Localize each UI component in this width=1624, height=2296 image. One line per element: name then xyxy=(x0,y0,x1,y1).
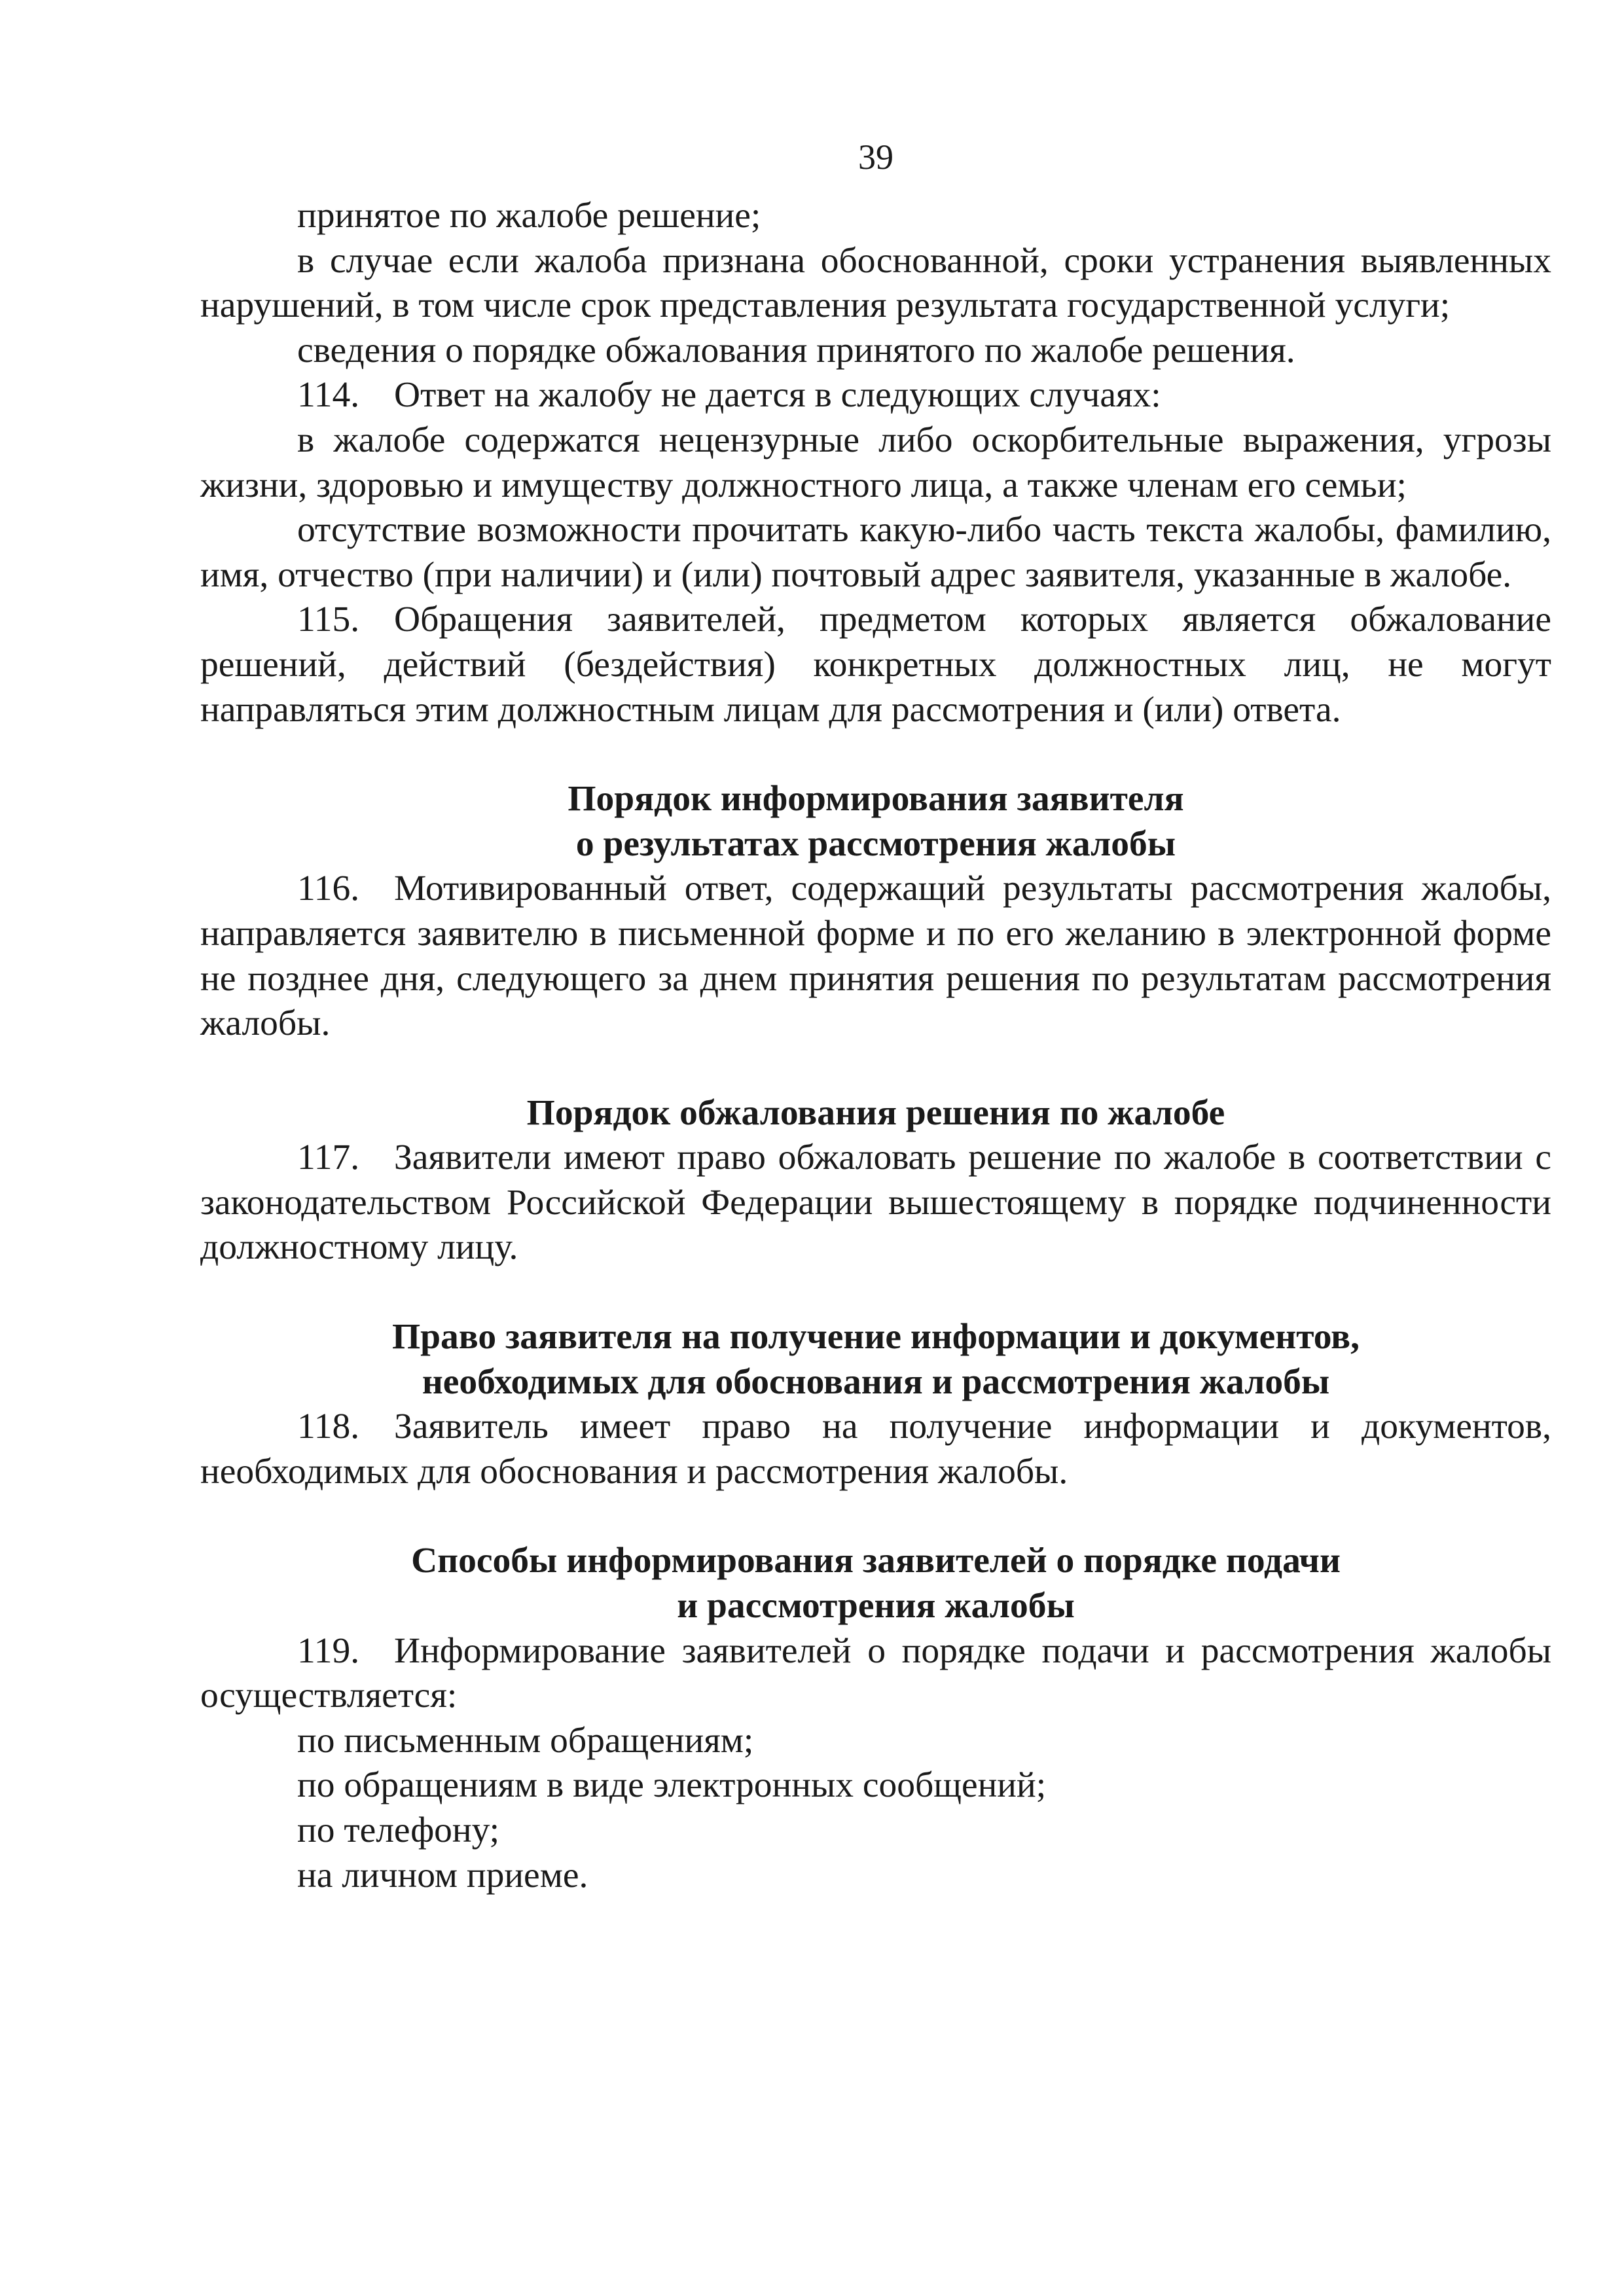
document-body xyxy=(200,194,1551,1898)
paragraph xyxy=(200,418,1551,508)
paragraph xyxy=(200,1719,1551,1764)
section-heading xyxy=(200,1315,1551,1405)
numbered-paragraph xyxy=(200,373,1551,418)
paragraph-number: 118. xyxy=(297,1407,360,1447)
heading-line: и рассмотрения жалобы xyxy=(677,1586,1075,1626)
paragraph-text: в случае если жалоба признана обоснованной, сроки устранения выявленных нарушений, в том числе срок представления результата государственной услуги; xyxy=(200,240,1551,326)
paragraph-text: по письменным обращениям; xyxy=(297,1720,754,1761)
numbered-paragraph xyxy=(200,1136,1551,1270)
paragraph-number: 119. xyxy=(297,1630,360,1671)
paragraph xyxy=(200,508,1551,598)
paragraph xyxy=(200,329,1551,374)
numbered-paragraph xyxy=(200,1629,1551,1719)
paragraph-text: Ответ на жалобу не дается в следующих случаях: xyxy=(394,375,1161,416)
numbered-paragraph xyxy=(200,598,1551,732)
paragraph xyxy=(200,1808,1551,1854)
paragraph-number: 117. xyxy=(297,1138,360,1178)
page-number: 39 xyxy=(858,137,893,177)
paragraph-text: по обращениям в виде электронных сообщений; xyxy=(297,1765,1047,1806)
heading-line: необходимых для обоснования и рассмотрения жалобы xyxy=(422,1361,1330,1402)
paragraph-text: на личном приеме. xyxy=(297,1855,588,1895)
paragraph-text: Заявитель имеет право на получение информации и документов, необходимых для обоснования и рассмотрения жалобы. xyxy=(200,1407,1551,1492)
paragraph-text: Мотивированный ответ, содержащий результаты рассмотрения жалобы, направляется заявителю в письменной форме и по его желанию в электронной форме не позднее дня, следующего за днем принятия решения по результатам рассмотрения жалобы. xyxy=(200,869,1551,1044)
paragraph-number: 116. xyxy=(297,869,360,909)
paragraph-text: сведения о порядке обжалования принятого по жалобе решения. xyxy=(297,330,1295,370)
paragraph xyxy=(200,239,1551,329)
paragraph xyxy=(200,194,1551,239)
section-heading xyxy=(200,1091,1551,1136)
section-heading xyxy=(200,1539,1551,1628)
paragraph-text: отсутствие возможности прочитать какую-либо часть текста жалобы, фамилию, имя, отчество (при наличии) и (или) почтовый адрес заявителя, указанные в жалобе. xyxy=(200,510,1551,595)
paragraph-number: 114. xyxy=(297,375,360,416)
document-page xyxy=(200,0,1551,2296)
heading-line: Способы информирования заявителей о порядке подачи xyxy=(411,1541,1341,1581)
numbered-paragraph xyxy=(200,867,1551,1046)
heading-line: Право заявителя на получение информации и документов, xyxy=(391,1317,1360,1357)
paragraph-text: Информирование заявителей о порядке подачи и рассмотрения жалобы осуществляется: xyxy=(200,1630,1551,1716)
heading-line: о результатах рассмотрения жалобы xyxy=(575,823,1176,864)
heading-line: Порядок информирования заявителя xyxy=(568,779,1184,819)
paragraph-text: Заявители имеют право обжаловать решение по жалобе в соответствии с законодательством Российской Федерации вышестоящему в порядке подчиненности должностному лицу. xyxy=(200,1138,1551,1268)
paragraph-text: по телефону; xyxy=(297,1810,500,1850)
paragraph-text: принятое по жалобе решение; xyxy=(297,196,761,236)
heading-line: Порядок обжалования решения по жалобе xyxy=(526,1092,1225,1133)
paragraph-number: 115. xyxy=(297,600,360,640)
paragraph xyxy=(200,1763,1551,1808)
paragraph xyxy=(200,1854,1551,1899)
section-heading xyxy=(200,777,1551,867)
paragraph-text: Обращения заявителей, предметом которых является обжалование решений, действий (бездействия) конкретных должностных лиц, не могут направляться этим должностным лицам для рассмотрения и (или) ответа. xyxy=(200,600,1551,730)
paragraph-text: в жалобе содержатся нецензурные либо оскорбительные выражения, угрозы жизни, здоровью и имуществу должностного лица, а также членам его семьи; xyxy=(200,420,1551,505)
numbered-paragraph xyxy=(200,1405,1551,1494)
